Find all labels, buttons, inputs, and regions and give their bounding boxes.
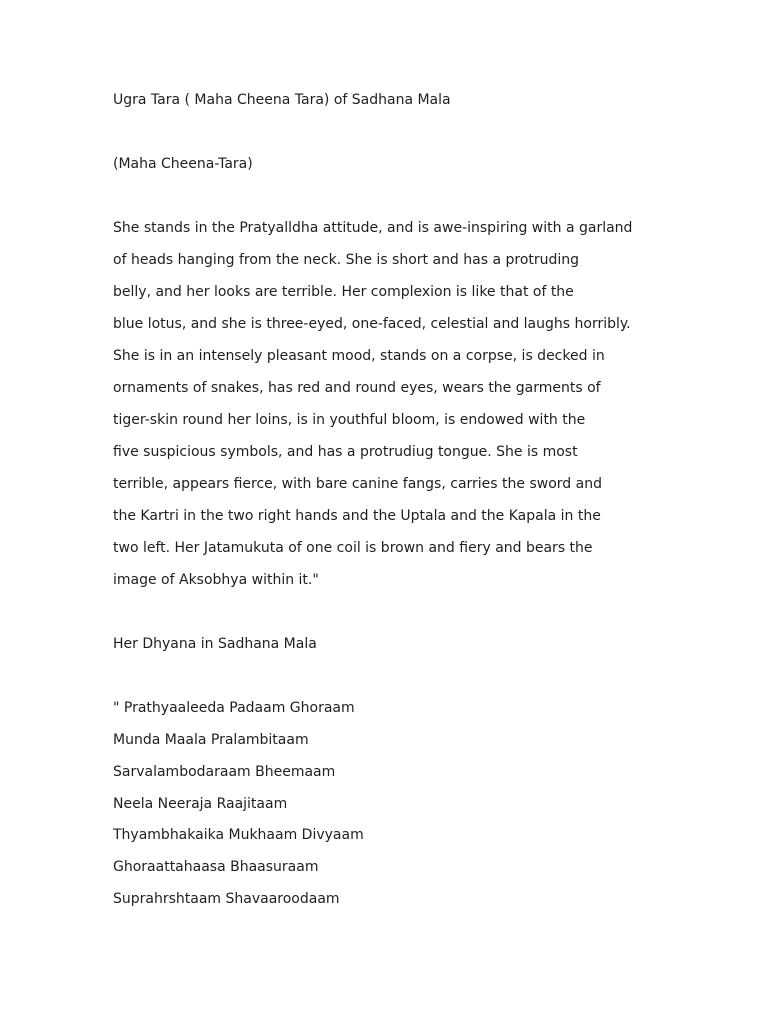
paragraph-line: of heads hanging from the neck. She is short and has a protruding bbox=[113, 252, 580, 268]
paragraph-line: image of Aksobhya within it." bbox=[113, 572, 319, 588]
document-title: Ugra Tara ( Maha Cheena Tara) of Sadhana Mala bbox=[113, 92, 451, 108]
verse-line: Suprahrshtaam Shavaaroodaam bbox=[113, 891, 340, 907]
paragraph-line: She stands in the Pratyalldha attitude, and is awe-inspiring with a garland bbox=[113, 220, 633, 236]
paragraph-line: the Kartri in the two right hands and the Uptala and the Kapala in the bbox=[113, 508, 601, 524]
paragraph-line: five suspicious symbols, and has a protrudiug tongue. She is most bbox=[113, 444, 578, 460]
paragraph-line: tiger-skin round her loins, is in youthful bloom, is endowed with the bbox=[113, 412, 586, 428]
paragraph-line: terrible, appears fierce, with bare canine fangs, carries the sword and bbox=[113, 476, 602, 492]
verse-line: " Prathyaaleeda Padaam Ghoraam bbox=[113, 700, 355, 716]
document-subtitle: (Maha Cheena-Tara) bbox=[113, 156, 253, 172]
verse-line: Thyambhakaika Mukhaam Divyaam bbox=[113, 827, 364, 843]
verse-line: Ghoraattahaasa Bhaasuraam bbox=[113, 859, 319, 875]
dhyana-heading: Her Dhyana in Sadhana Mala bbox=[113, 636, 317, 652]
paragraph-line: ornaments of snakes, has red and round eyes, wears the garments of bbox=[113, 380, 601, 396]
paragraph-line: two left. Her Jatamukuta of one coil is brown and fiery and bears the bbox=[113, 540, 593, 556]
paragraph-line: belly, and her looks are terrible. Her complexion is like that of the bbox=[113, 284, 574, 300]
verse-line: Munda Maala Pralambitaam bbox=[113, 732, 309, 748]
verse-line: Sarvalambodaraam Bheemaam bbox=[113, 764, 336, 780]
verse-line: Neela Neeraja Raajitaam bbox=[113, 796, 288, 812]
paragraph-line: She is in an intensely pleasant mood, stands on a corpse, is decked in bbox=[113, 348, 605, 364]
paragraph-line: blue lotus, and she is three-eyed, one-faced, celestial and laughs horribly. bbox=[113, 316, 631, 332]
